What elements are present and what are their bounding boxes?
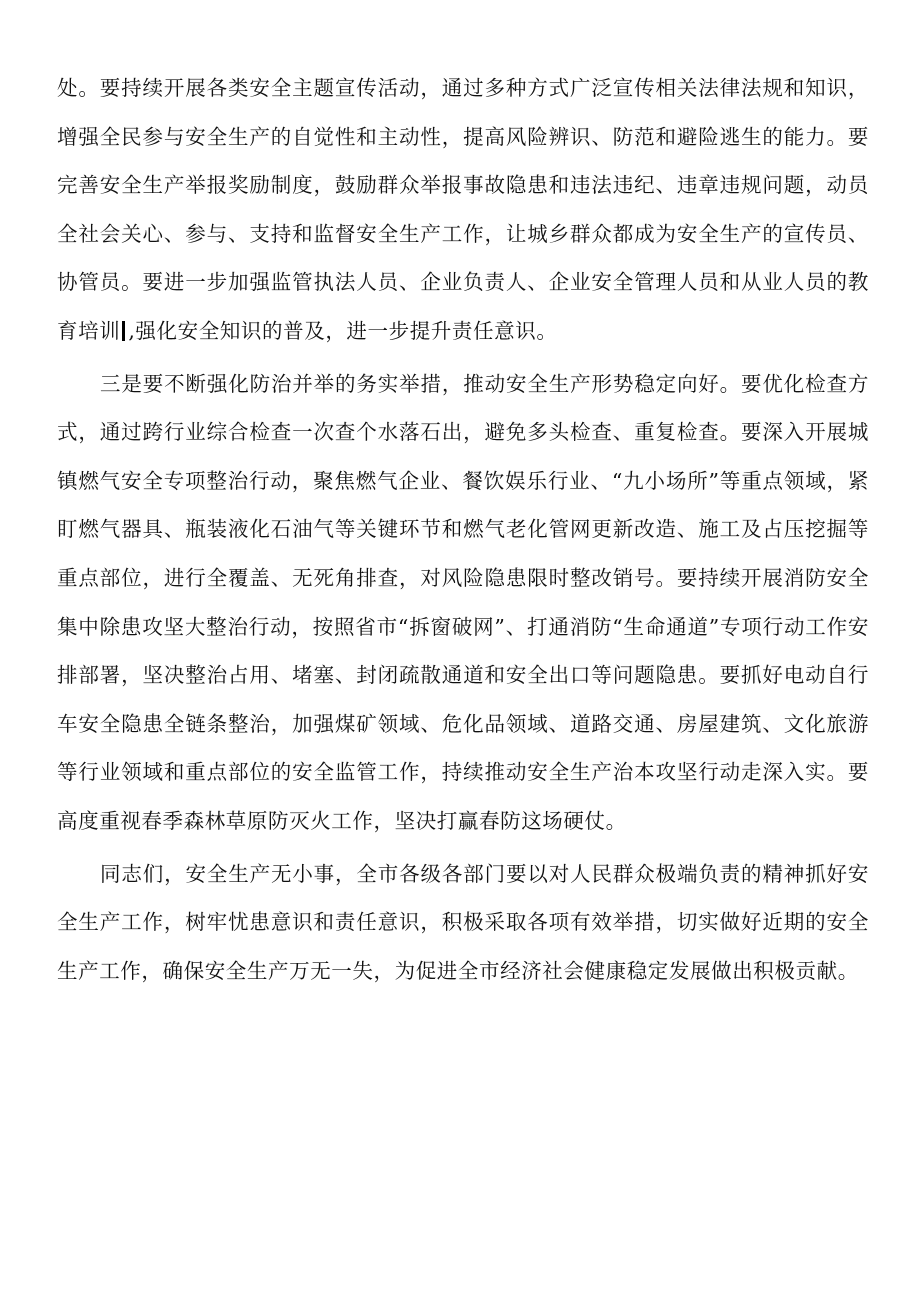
paragraph-1-text-before-caret: 处。要持续开展各类安全主题宣传活动，通过多种方式广泛宣传相关法律法规和知识，增强全民参与安全生产的自觉性和主动性，提高风险辨识、防范和避险逃生的能力。要完善安全生产举报奖励制度，鼓励群众举报事故隐患和违法违纪、违章违规问题，动员全社会关心、参与、支持和监督安全生产工作，让城乡群众都成为安全生产的宣传员、协管员。要进一步加强监管执法人员、企业负责人、企业安全管理人员和从业人员的教育培训 [57,76,869,343]
paragraph-1-text-after-caret: ,强化安全知识的普及，进一步提升责任意识。 [128,318,558,343]
paragraph-closing: 同志们，安全生产无小事，全市各级各部门要以对人民群众极端负责的精神抓好安全生产工作，树牢忧患意识和责任意识，积极采取各项有效举措，切实做好近期的安全生产工作，确保安全生产万无一失，为促进全市经济社会健康稳定发展做出积极贡献。 [57,861,869,983]
document-body [57,64,869,995]
text-cursor-icon [122,321,125,341]
paragraph-point-three: 三是要不断强化防治并举的务实举措，推动安全生产形势稳定向好。要优化检查方式，通过跨行业综合检查一次查个水落石出，避免多头检查、重复检查。要深入开展城镇燃气安全专项整治行动，聚焦燃气企业、餐饮娱乐行业、“九小场所”等重点领域，紧盯燃气器具、瓶装液化石油气等关键环节和燃气老化管网更新改造、施工及占压挖掘等重点部位，进行全覆盖、无死角排查，对风险隐患限时整改销号。要持续开展消防安全集中除患攻坚大整治行动，按照省市“拆窗破网”、打通消防“生命通道”专项行动工作安排部署，坚决整治占用、堵塞、封闭疏散通道和安全出口等问题隐患。要抓好电动自行车安全隐患全链条整治，加强煤矿领域、危化品领域、道路交通、房屋建筑、文化旅游等行业领域和重点部位的安全监管工作，持续推动安全生产治本攻坚行动走深入实。要高度重视春季森林草原防灭火工作，坚决打赢春防这场硬仗。 [57,371,869,833]
paragraph-continuation [57,64,869,356]
